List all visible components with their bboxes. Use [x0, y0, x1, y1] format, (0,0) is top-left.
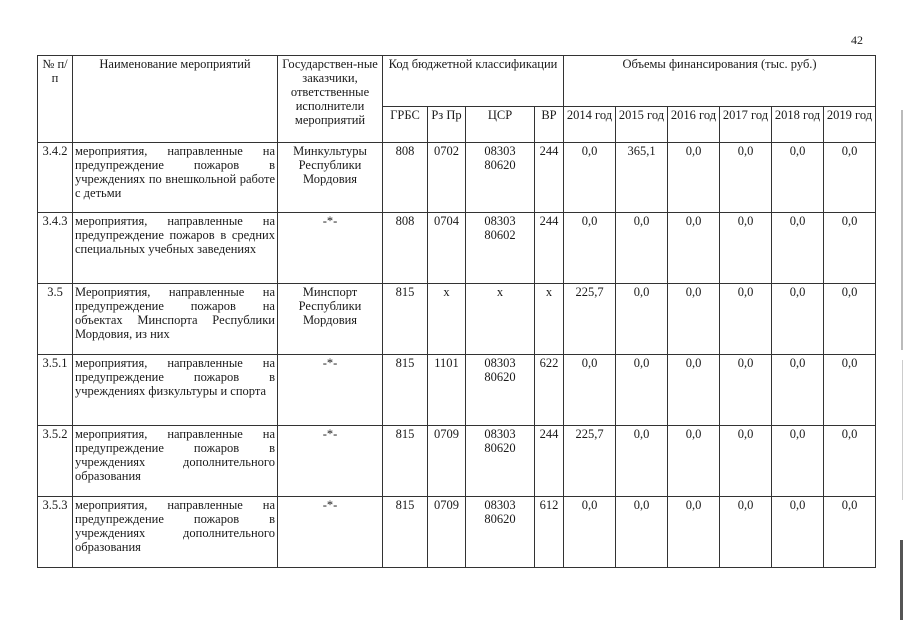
row-name: мероприятия, направленные на предупреждение пожаров в учреждениях дополнительного образования [73, 426, 278, 497]
row-vr: x [535, 284, 564, 355]
row-value-2015: 0,0 [616, 497, 668, 568]
scan-edge-mark [897, 0, 905, 640]
row-value-2017: 0,0 [720, 497, 772, 568]
row-name: мероприятия, направленные на предупреждение пожаров в учреждениях по внешкольной работе с детьми [73, 143, 278, 213]
table-row [38, 497, 876, 568]
header-year-2019: 2019 год [824, 107, 876, 143]
row-num: 3.5.2 [38, 426, 73, 497]
header-rzpr: Рз Пр [428, 107, 466, 143]
row-value-2019: 0,0 [824, 213, 876, 284]
row-value-2015: 0,0 [616, 284, 668, 355]
header-year-2016: 2016 год [668, 107, 720, 143]
row-num: 3.5.3 [38, 497, 73, 568]
row-vr: 244 [535, 426, 564, 497]
row-customer: -*- [278, 355, 383, 426]
row-grbs: 815 [383, 497, 428, 568]
row-rzpr: 0702 [428, 143, 466, 213]
header-vr: ВР [535, 107, 564, 143]
row-value-2014: 225,7 [564, 426, 616, 497]
row-num: 3.4.3 [38, 213, 73, 284]
row-value-2019: 0,0 [824, 143, 876, 213]
row-value-2019: 0,0 [824, 426, 876, 497]
row-grbs: 815 [383, 355, 428, 426]
row-value-2016: 0,0 [668, 426, 720, 497]
row-vr: 622 [535, 355, 564, 426]
row-value-2015: 365,1 [616, 143, 668, 213]
row-value-2014: 0,0 [564, 213, 616, 284]
row-grbs: 808 [383, 143, 428, 213]
row-rzpr: 0704 [428, 213, 466, 284]
row-value-2014: 0,0 [564, 355, 616, 426]
header-grbs: ГРБС [383, 107, 428, 143]
header-funding-group: Объемы финансирования (тыс. руб.) [564, 56, 876, 107]
table-row [38, 355, 876, 426]
row-value-2018: 0,0 [772, 355, 824, 426]
row-name: Мероприятия, направленные на предупреждение пожаров на объектах Минспорта Республики Мордовия, из них [73, 284, 278, 355]
funding-table [37, 55, 876, 568]
row-value-2015: 0,0 [616, 355, 668, 426]
row-vr: 244 [535, 143, 564, 213]
row-customer: Минспорт Республики Мордовия [278, 284, 383, 355]
row-value-2018: 0,0 [772, 497, 824, 568]
row-name: мероприятия, направленные на предупреждение пожаров в учреждениях физкультуры и спорта [73, 355, 278, 426]
table-row [38, 213, 876, 284]
row-value-2018: 0,0 [772, 143, 824, 213]
row-rzpr: x [428, 284, 466, 355]
row-grbs: 815 [383, 284, 428, 355]
row-customer: -*- [278, 426, 383, 497]
row-value-2016: 0,0 [668, 284, 720, 355]
row-csr: 08303 80620 [466, 426, 535, 497]
row-csr: 08303 80620 [466, 355, 535, 426]
row-value-2017: 0,0 [720, 426, 772, 497]
row-value-2017: 0,0 [720, 143, 772, 213]
row-value-2016: 0,0 [668, 355, 720, 426]
row-num: 3.5.1 [38, 355, 73, 426]
row-csr: 08303 80602 [466, 213, 535, 284]
row-rzpr: 0709 [428, 497, 466, 568]
row-value-2016: 0,0 [668, 497, 720, 568]
header-year-2018: 2018 год [772, 107, 824, 143]
header-year-2017: 2017 год [720, 107, 772, 143]
row-value-2015: 0,0 [616, 213, 668, 284]
row-vr: 244 [535, 213, 564, 284]
header-num: № п/п [38, 56, 73, 143]
row-value-2015: 0,0 [616, 426, 668, 497]
row-num: 3.5 [38, 284, 73, 355]
header-customer: Государствен-ные заказчики, ответственные исполнители мероприятий [278, 56, 383, 143]
row-value-2014: 0,0 [564, 143, 616, 213]
page-number: 42 [851, 33, 863, 47]
row-rzpr: 0709 [428, 426, 466, 497]
row-customer: Минкультуры Республики Мордовия [278, 143, 383, 213]
row-value-2014: 0,0 [564, 497, 616, 568]
row-name: мероприятия, направленные на предупреждение пожаров в учреждениях дополнительного образования [73, 497, 278, 568]
row-customer: -*- [278, 213, 383, 284]
row-value-2018: 0,0 [772, 284, 824, 355]
header-year-2015: 2015 год [616, 107, 668, 143]
table-row [38, 426, 876, 497]
row-name: мероприятия, направленные на предупреждение пожаров в средних специальных учебных заведениях [73, 213, 278, 284]
row-csr: x [466, 284, 535, 355]
row-value-2019: 0,0 [824, 284, 876, 355]
table-row [38, 284, 876, 355]
row-num: 3.4.2 [38, 143, 73, 213]
table-row [38, 143, 876, 213]
row-csr: 08303 80620 [466, 143, 535, 213]
row-rzpr: 1101 [428, 355, 466, 426]
row-value-2016: 0,0 [668, 143, 720, 213]
row-value-2017: 0,0 [720, 355, 772, 426]
row-value-2016: 0,0 [668, 213, 720, 284]
header-csr: ЦСР [466, 107, 535, 143]
row-value-2019: 0,0 [824, 497, 876, 568]
header-name: Наименование мероприятий [73, 56, 278, 143]
row-csr: 08303 80620 [466, 497, 535, 568]
row-value-2017: 0,0 [720, 284, 772, 355]
row-value-2018: 0,0 [772, 213, 824, 284]
row-grbs: 815 [383, 426, 428, 497]
row-customer: -*- [278, 497, 383, 568]
row-value-2014: 225,7 [564, 284, 616, 355]
row-value-2017: 0,0 [720, 213, 772, 284]
row-value-2018: 0,0 [772, 426, 824, 497]
row-grbs: 808 [383, 213, 428, 284]
header-year-2014: 2014 год [564, 107, 616, 143]
row-vr: 612 [535, 497, 564, 568]
header-code-group: Код бюджетной классификации [383, 56, 564, 107]
row-value-2019: 0,0 [824, 355, 876, 426]
